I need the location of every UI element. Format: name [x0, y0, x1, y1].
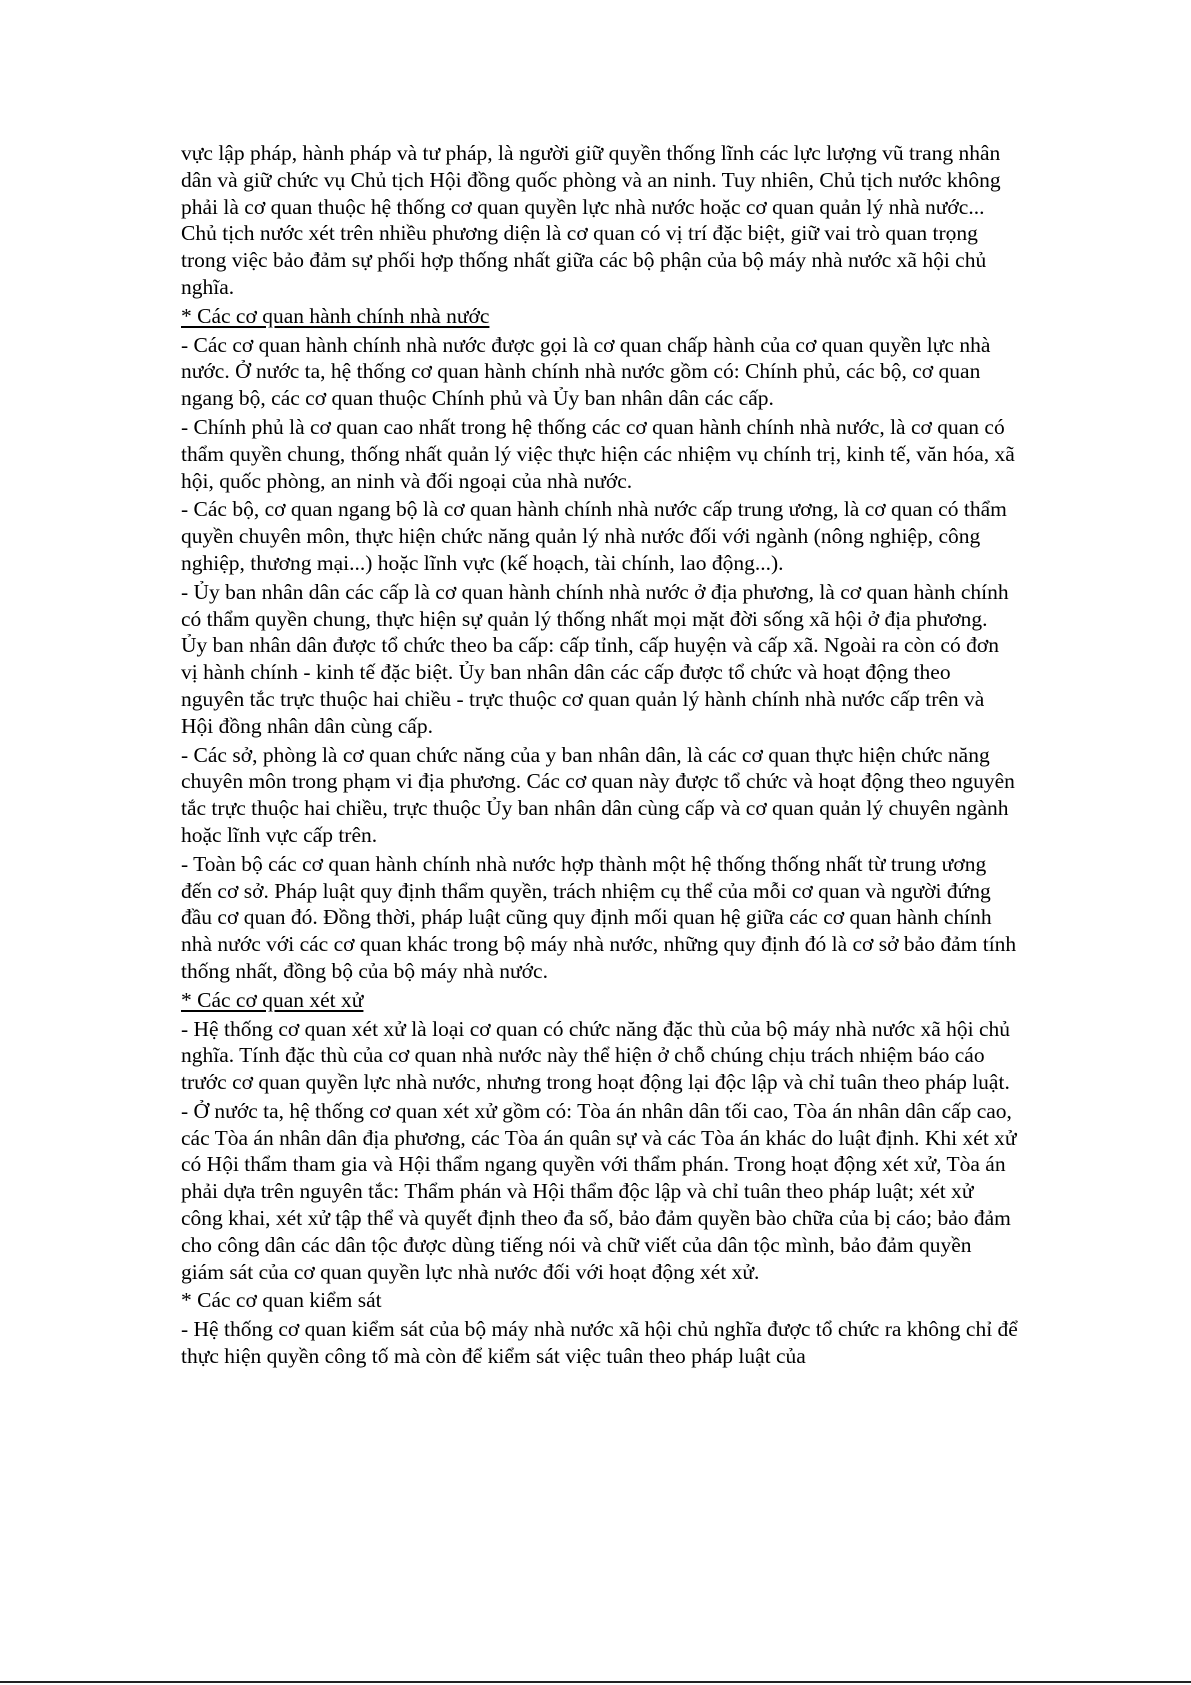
paragraph-government: - Chính phủ là cơ quan cao nhất trong hệ thống các cơ quan hành chính nhà nước, là cơ quan có thẩm quyền chung, thống nhất quản lý việc thực hiện các nhiệm vụ chính trị, kinh tế, văn hóa, xã hội, quốc phòng, an ninh và đối ngoại của nhà nước. — [181, 414, 1015, 493]
heading-procuracy-agencies: * Các cơ quan kiểm sát — [181, 1288, 382, 1313]
heading-judicial-agencies: * Các cơ quan xét xử — [181, 987, 364, 1012]
paragraph-president-role: vực lập pháp, hành pháp và tư pháp, là người giữ quyền thống lĩnh các lực lượng vũ trang nhân dân và giữ chức vụ Chủ tịch Hội đồng quốc phòng và an ninh. Tuy nhiên, Chủ tịch nước không phải là cơ quan thuộc hệ thống cơ quan quyền lực nhà nước hoặc cơ quan quản lý nhà nước... Chủ tịch nước xét trên nhiều phương diện là cơ quan có vị trí đặc biệt, giữ vai trò quan trọng trong việc bảo đảm sự phối hợp thống nhất giữa các bộ phận của bộ máy nhà nước xã hội chủ nghĩa. — [181, 141, 1001, 299]
paragraph-judicial-specifics: - Hệ thống cơ quan xét xử là loại cơ quan có chức năng đặc thù của bộ máy nhà nước xã hội chủ nghĩa. Tính đặc thù của cơ quan nhà nước này thể hiện ở chỗ chúng chịu trách nhiệm báo cáo trước cơ quan quyền lực nhà nước, nhưng trong hoạt động lại độc lập và chỉ tuân theo pháp luật. — [181, 1016, 1011, 1095]
paragraph-court-system: - Ở nước ta, hệ thống cơ quan xét xử gồm có: Tòa án nhân dân tối cao, Tòa án nhân dân cấp cao, các Tòa án nhân dân địa phương, các Tòa án quân sự và các Tòa án khác do luật định. Khi xét xử có Hội thẩm tham gia và Hội thẩm ngang quyền với thẩm phán. Trong hoạt động xét xử, Tòa án phải dựa trên nguyên tắc: Thẩm phán và Hội thẩm độc lập và chỉ tuân theo pháp luật; xét xử công khai, xét xử tập thể và quyết định theo đa số, bảo đảm quyền bào chữa của bị cáo; bảo đảm cho công dân các dân tộc được dùng tiếng nói và chữ viết của dân tộc mình, bảo đảm quyền giám sát của cơ quan quyền lực nhà nước đối với hoạt động xét xử. — [181, 1098, 1017, 1284]
document-body — [181, 140, 1019, 1372]
paragraph-peoples-committees: - Ủy ban nhân dân các cấp là cơ quan hành chính nhà nước ở địa phương, là cơ quan hành chính có thẩm quyền chung, thực hiện sự quản lý thống nhất mọi mặt đời sống xã hội ở địa phương. Ủy ban nhân dân được tổ chức theo ba cấp: cấp tỉnh, cấp huyện và cấp xã. Ngoài ra còn có đơn vị hành chính - kinh tế đặc biệt. Ủy ban nhân dân các cấp được tổ chức và hoạt động theo nguyên tắc trực thuộc hai chiều - trực thuộc cơ quan quản lý hành chính nhà nước cấp trên và Hội đồng nhân dân cùng cấp. — [181, 579, 1009, 738]
heading-administrative-agencies: * Các cơ quan hành chính nhà nước — [181, 303, 490, 328]
page-bottom-divider — [0, 1681, 1191, 1683]
paragraph-ministries: - Các bộ, cơ quan ngang bộ là cơ quan hành chính nhà nước cấp trung ương, là cơ quan có thẩm quyền chuyên môn, thực hiện chức năng quản lý nhà nước đối với ngành (nông nghiệp, công nghiệp, thương mại...) hoặc lĩnh vực (kế hoạch, tài chính, lao động...). — [181, 497, 1007, 575]
paragraph-administrative-system: - Toàn bộ các cơ quan hành chính nhà nước hợp thành một hệ thống thống nhất từ trung ương đến cơ sở. Pháp luật quy định thẩm quyền, trách nhiệm cụ thể của mỗi cơ quan và người đứng đầu cơ quan đó. Đồng thời, pháp luật cũng quy định mối quan hệ giữa các cơ quan hành chính nhà nước với các cơ quan khác trong bộ máy nhà nước, những quy định đó là cơ sở bảo đảm tính thống nhất, đồng bộ của bộ máy nhà nước. — [181, 851, 1017, 983]
paragraph-administrative-overview: - Các cơ quan hành chính nhà nước được gọi là cơ quan chấp hành của cơ quan quyền lực nhà nước. Ở nước ta, hệ thống cơ quan hành chính nhà nước gồm có: Chính phủ, các bộ, cơ quan ngang bộ, các cơ quan thuộc Chính phủ và Ủy ban nhân dân các cấp. — [181, 332, 991, 411]
paragraph-departments: - Các sở, phòng là cơ quan chức năng của y ban nhân dân, là các cơ quan thực hiện chức năng chuyên môn trong phạm vi địa phương. Các cơ quan này được tổ chức và hoạt động theo nguyên tắc trực thuộc hai chiều, trực thuộc Ủy ban nhân dân cùng cấp và cơ quan quản lý chuyên ngành hoặc lĩnh vực cấp trên. — [181, 742, 1015, 847]
paragraph-procuracy-system: - Hệ thống cơ quan kiểm sát của bộ máy nhà nước xã hội chủ nghĩa được tổ chức ra không chỉ để thực hiện quyền công tố mà còn để kiểm sát việc tuân theo pháp luật của — [181, 1317, 1018, 1369]
